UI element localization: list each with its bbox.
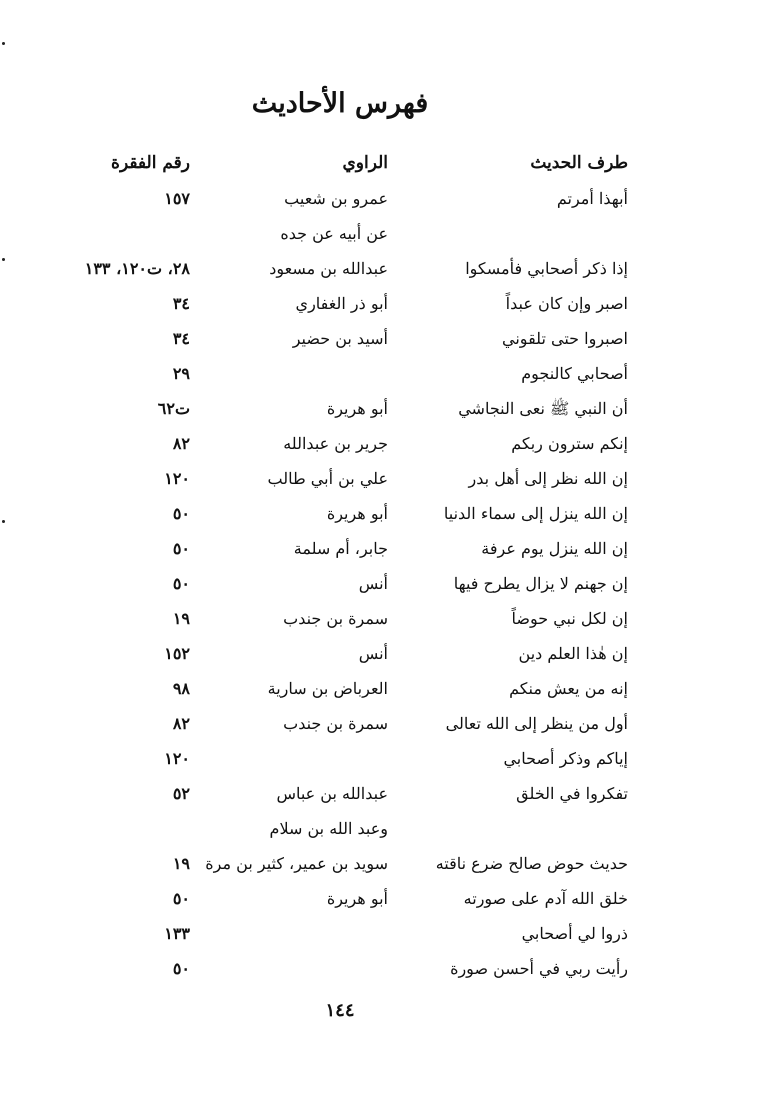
ref-number: ١٩ bbox=[172, 609, 190, 628]
rawi-text: سمرة بن جندب bbox=[283, 609, 388, 628]
hadith-text: اصبر وإن كان عبداً bbox=[505, 294, 628, 313]
ref-number: ٥٢ bbox=[172, 784, 190, 803]
hadith-text: إن الله نظر إلى أهل بدر bbox=[468, 469, 628, 488]
ref-number: ١٢٠ bbox=[164, 469, 190, 488]
hadith-text: أن النبي ﷺ نعى النجاشي bbox=[458, 399, 628, 418]
rawi-text: أنس bbox=[358, 574, 388, 593]
hadith-text: رأيت ربي في أحسن صورة bbox=[450, 959, 628, 978]
rawi-text: أبو ذر الغفاري bbox=[295, 294, 388, 313]
table-row bbox=[0, 742, 758, 776]
table-row bbox=[0, 882, 758, 916]
rawi-text: جابر، أم سلمة bbox=[293, 539, 388, 558]
ref-number: ٣٤ bbox=[172, 294, 190, 313]
header-hadith: طرف الحديث bbox=[530, 153, 628, 173]
table-row bbox=[0, 567, 758, 601]
ref-number: ٥٠ bbox=[172, 574, 190, 593]
table-row bbox=[0, 602, 758, 636]
hadith-text: تفكروا في الخلق bbox=[516, 784, 628, 803]
table-row bbox=[0, 182, 758, 216]
rawi-text: عبدالله بن عباس bbox=[276, 784, 388, 803]
table-row bbox=[0, 917, 758, 951]
hadith-text: إن لكل نبي حوضاً bbox=[511, 609, 628, 628]
ref-number: ت٦٢ bbox=[157, 399, 190, 418]
table-row bbox=[0, 252, 758, 286]
rawi-text: علي بن أبي طالب bbox=[267, 469, 388, 488]
table-row bbox=[0, 637, 758, 671]
table-row bbox=[0, 812, 758, 846]
table-row bbox=[0, 357, 758, 391]
ref-number: ٣٤ bbox=[172, 329, 190, 348]
ref-number: ٥٠ bbox=[172, 504, 190, 523]
rawi-text: العرباض بن سارية bbox=[267, 679, 388, 698]
ref-number: ١٥٢ bbox=[164, 644, 190, 663]
rawi-text: عن أبيه عن جده bbox=[280, 224, 388, 243]
rawi-text: وعبد الله بن سلام bbox=[269, 819, 388, 838]
ref-number: ٥٠ bbox=[172, 889, 190, 908]
table-row bbox=[0, 392, 758, 426]
hadith-text: أصحابي كالنجوم bbox=[521, 364, 628, 383]
table-row bbox=[0, 777, 758, 811]
hadith-text: خلق الله آدم على صورته bbox=[463, 889, 628, 908]
ref-number: ١٣٣ bbox=[164, 924, 190, 943]
scan-mark bbox=[2, 42, 5, 45]
ref-number: ٩٨ bbox=[172, 679, 190, 698]
rawi-text: أسيد بن حضير bbox=[292, 329, 388, 348]
header-ref: رقم الفقرة bbox=[111, 153, 190, 173]
hadith-text: إياكم وذكر أصحابي bbox=[503, 749, 628, 768]
page-title: فهرس الأحاديث bbox=[251, 88, 429, 119]
table-row bbox=[0, 952, 758, 986]
table-row bbox=[0, 322, 758, 356]
ref-number: ٥٠ bbox=[172, 959, 190, 978]
hadith-text: إنه من يعش منكم bbox=[509, 679, 628, 698]
hadith-text: حديث حوض صالح ضرع ناقته bbox=[435, 854, 628, 873]
ref-number: ١٢٠ bbox=[164, 749, 190, 768]
page-number: ١٤٤ bbox=[325, 1000, 355, 1021]
hadith-text: أبهذا أمرتم bbox=[556, 189, 628, 208]
hadith-text: إن هٰذا العلم دين bbox=[518, 644, 628, 663]
table-row bbox=[0, 462, 758, 496]
rawi-text: أبو هريرة bbox=[326, 399, 388, 418]
rawi-text: سمرة بن جندب bbox=[283, 714, 388, 733]
table-row bbox=[0, 287, 758, 321]
table-row bbox=[0, 532, 758, 566]
rawi-text: أنس bbox=[358, 644, 388, 663]
ref-number: ٢٩ bbox=[172, 364, 190, 383]
ref-number: ١٥٧ bbox=[164, 189, 190, 208]
ref-number: ٨٢ bbox=[172, 434, 190, 453]
rawi-text: أبو هريرة bbox=[326, 504, 388, 523]
header-rawi: الراوي bbox=[342, 153, 388, 173]
rawi-text: أبو هريرة bbox=[326, 889, 388, 908]
hadith-text: إن الله ينزل يوم عرفة bbox=[481, 539, 628, 558]
table-header bbox=[0, 146, 758, 180]
table-row bbox=[0, 427, 758, 461]
hadith-text: ذروا لي أصحابي bbox=[521, 924, 628, 943]
table-row bbox=[0, 847, 758, 881]
hadith-text: إن جهنم لا يزال يطرح فيها bbox=[453, 574, 628, 593]
scan-mark bbox=[2, 520, 5, 523]
rawi-text: عمرو بن شعيب bbox=[284, 189, 388, 208]
table-row bbox=[0, 217, 758, 251]
hadith-text: أول من ينظر إلى الله تعالى bbox=[445, 714, 628, 733]
rawi-text: عبدالله بن مسعود bbox=[269, 259, 388, 278]
rawi-text: سويد بن عمير، كثير بن مرة bbox=[205, 854, 388, 873]
table-row bbox=[0, 707, 758, 741]
hadith-text: إنكم سترون ربكم bbox=[511, 434, 628, 453]
scan-mark bbox=[2, 258, 5, 261]
hadith-text: إذا ذكر أصحابي فأمسكوا bbox=[465, 259, 628, 278]
ref-number: ٨٢ bbox=[172, 714, 190, 733]
rawi-text: جرير بن عبدالله bbox=[283, 434, 388, 453]
table-row bbox=[0, 672, 758, 706]
hadith-text: اصبروا حتى تلقوني bbox=[502, 329, 628, 348]
table-row bbox=[0, 497, 758, 531]
ref-number: ٢٨، ت١٢٠، ١٣٣ bbox=[84, 259, 190, 278]
ref-number: ١٩ bbox=[172, 854, 190, 873]
hadith-text: إن الله ينزل إلى سماء الدنيا bbox=[443, 504, 628, 523]
ref-number: ٥٠ bbox=[172, 539, 190, 558]
